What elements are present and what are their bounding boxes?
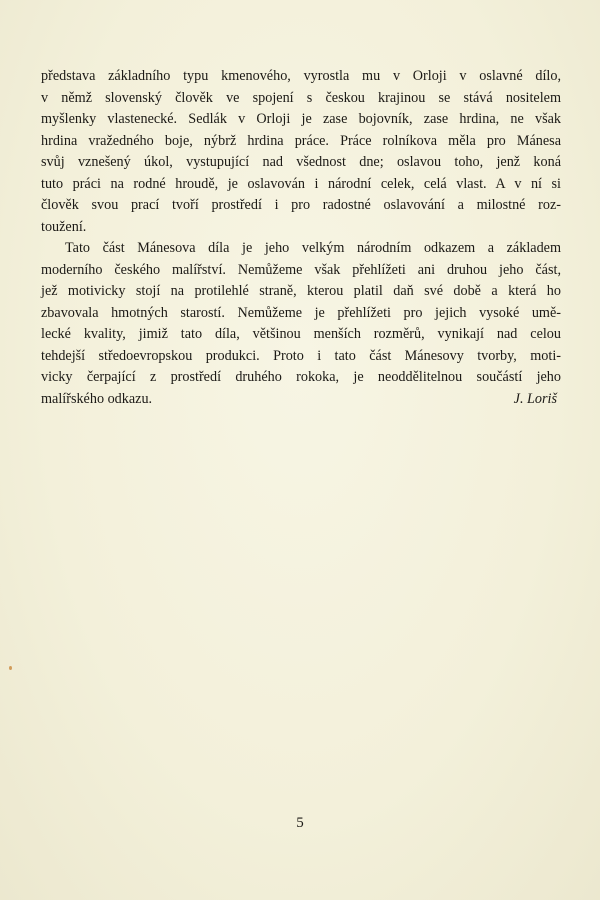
body-text: [41, 66, 561, 410]
text-line: hrdina vražedného boje, nýbrž hrdina práce. Práce rolníkova měla pro Mánesa: [41, 132, 561, 149]
closing-line: [41, 389, 561, 411]
text-line: zbavovala hmotných starostí. Nemůžeme je přehlížeti pro jejich vysoké umě-: [41, 304, 561, 321]
text-line: svůj vznešený úkol, vystupující nad všednost dne; oslavou toho, jenž koná: [41, 154, 561, 170]
paragraph-1: [41, 66, 561, 238]
text-line: toužení.: [41, 218, 87, 235]
text-line: malířského odkazu.: [41, 390, 153, 407]
text-line: tehdejší středoevropskou produkci. Proto i tato část Mánesovy tvorby, moti-: [41, 347, 561, 364]
text-line: v němž slovenský člověk ve spojení s českou krajinou se stává nositelem: [41, 89, 561, 106]
text-line: vicky čerpající z prostředí druhého rokoka, je neoddělitelnou součástí jeho: [41, 369, 561, 385]
text-line: moderního českého malířství. Nemůžeme však přehlížeti ani druhou jeho část,: [41, 261, 561, 278]
text-line: Tato část Mánesova díla je jeho velkým národním odkazem a základem: [65, 240, 561, 256]
text-line: lecké kvality, jimiž tato díla, většinou menších rozměrů, vynikají nad celou: [41, 326, 561, 342]
author-signature: J. Loriš: [513, 390, 557, 407]
paper-speck: [9, 666, 12, 670]
paragraph-2: [41, 238, 561, 410]
page-number: 5: [296, 815, 304, 831]
text-line: jež motivicky stojí na protilehlé straně, kterou platil daň své době a která ho: [41, 283, 561, 299]
text-line: člověk svou prací tvoří prostředí i pro radostné oslavování a milostné roz-: [41, 197, 561, 213]
text-line: tuto práci na rodné hroudě, je oslavován i národní celek, celá vlast. A v ní si: [41, 175, 561, 192]
text-line: představa základního typu kmenového, vyrostla mu v Orloji v oslavné dílo,: [41, 68, 561, 84]
text-line: myšlenky vlastenecké. Sedlák v Orloji je zase bojovník, zase hrdina, ne však: [41, 111, 561, 127]
